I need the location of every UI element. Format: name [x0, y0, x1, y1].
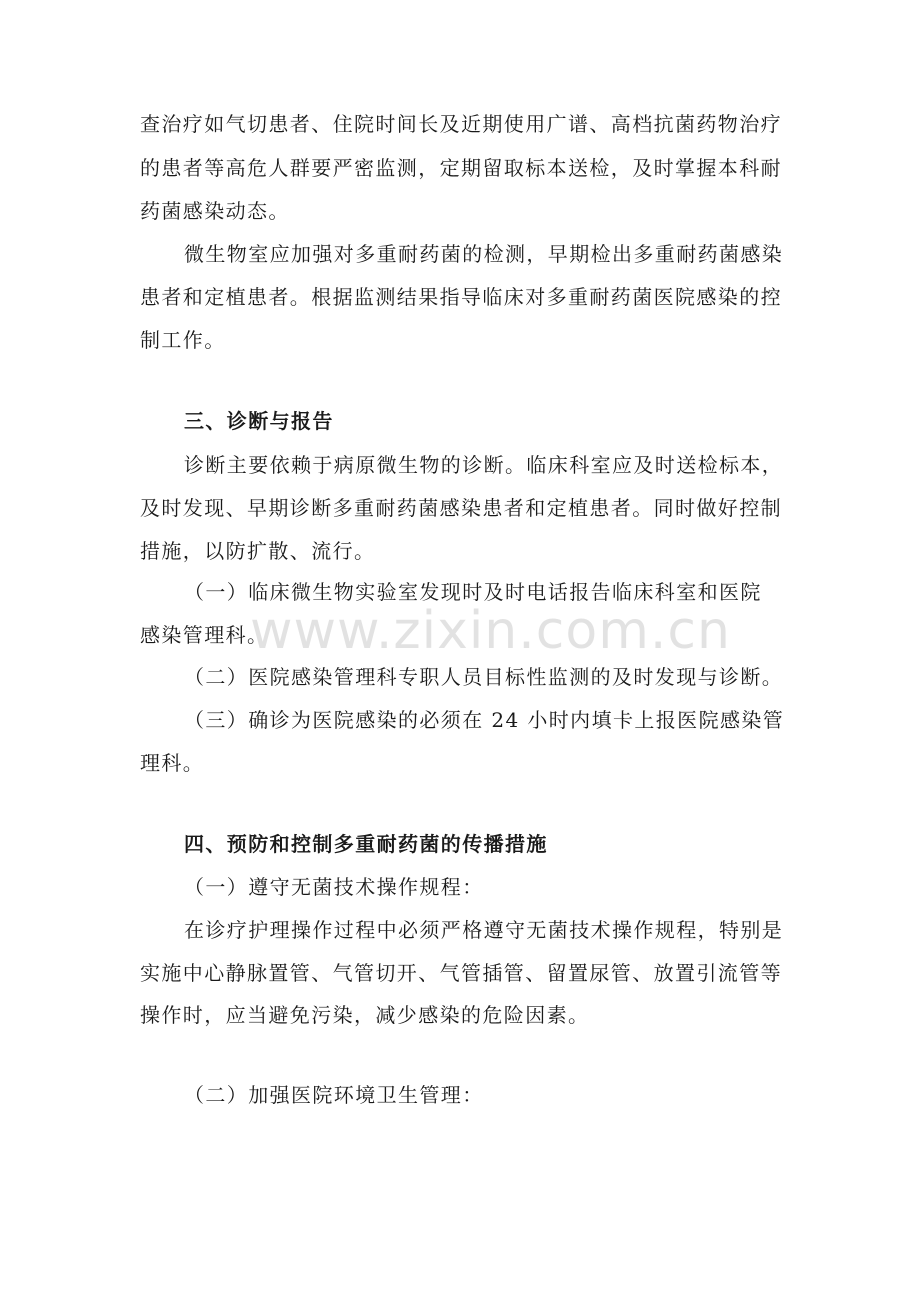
- paragraph-line: 及时发现、早期诊断多重耐药菌感染患者和定植患者。同时做好控制: [140, 496, 782, 520]
- subsection-heading: （一）遵守无菌技术操作规程：: [184, 875, 484, 899]
- list-item: （一）临床微生物实验室发现时及时电话报告临床科室和医院: [184, 580, 762, 604]
- paragraph-line: 在诊疗护理操作过程中必须严格遵守无菌技术操作规程，特别是: [184, 918, 784, 942]
- paragraph-line: 操作时，应当避免污染，减少感染的危险因素。: [140, 1003, 590, 1027]
- subsection-heading: （二）加强医院环境卫生管理：: [184, 1083, 484, 1107]
- list-item: 理科。: [140, 751, 205, 775]
- paragraph-line: 药菌感染动态。: [140, 199, 290, 223]
- watermark: www.zixin.com.cn: [250, 601, 731, 661]
- section-heading: 四、预防和控制多重耐药菌的传播措施: [184, 832, 548, 856]
- paragraph-line: 微生物室应加强对多重耐药菌的检测，早期检出多重耐药菌感染: [184, 242, 784, 266]
- paragraph-line: 制工作。: [140, 328, 226, 352]
- paragraph-line: 诊断主要依赖于病原微生物的诊断。临床科室应及时送检标本，: [184, 453, 784, 477]
- paragraph-line: 查治疗如气切患者、住院时间长及近期使用广谱、高档抗菌药物治疗: [140, 112, 782, 136]
- list-item: 感染管理科。: [140, 623, 269, 647]
- paragraph-line: 实施中心静脉置管、气管切开、气管插管、留置尿管、放置引流管等: [140, 961, 782, 985]
- list-item: （三）确诊为医院感染的必须在 24 小时内填卡上报医院感染管: [184, 708, 785, 732]
- paragraph-line: 患者和定植患者。根据监测结果指导临床对多重耐药菌医院感染的控: [140, 285, 782, 309]
- paragraph-line: 的患者等高危人群要严密监测，定期留取标本送检，及时掌握本科耐: [140, 156, 782, 180]
- paragraph-line: 措施，以防扩散、流行。: [140, 539, 376, 563]
- section-heading: 三、诊断与报告: [184, 409, 334, 433]
- list-item: （二）医院感染管理科专职人员目标性监测的及时发现与诊断。: [184, 665, 784, 689]
